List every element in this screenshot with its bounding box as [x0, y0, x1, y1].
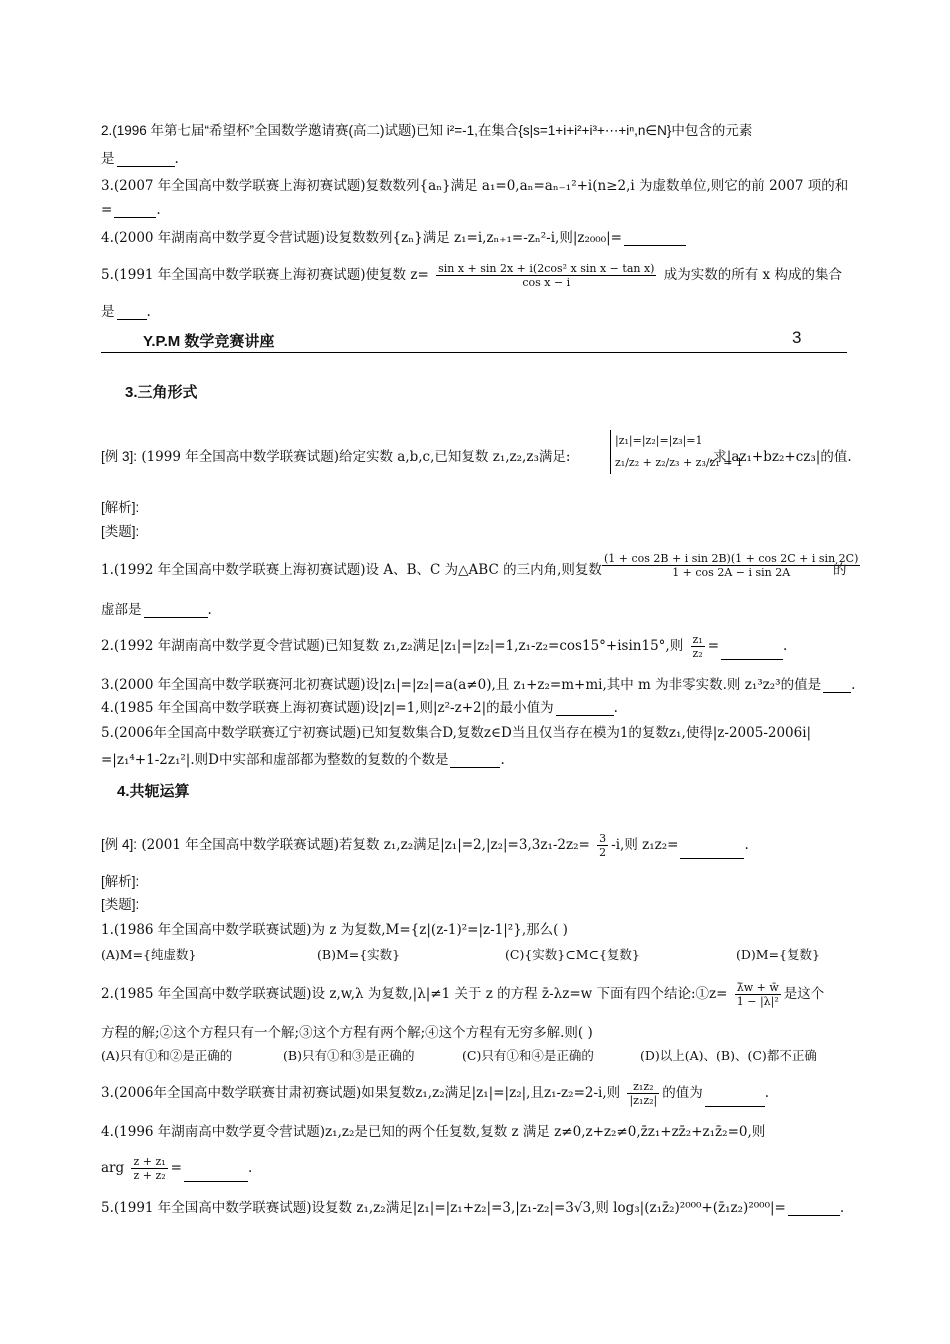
- ex4-denominator: 2: [599, 846, 607, 859]
- page-header-title: Y.P.M 数学竞赛讲座: [143, 333, 275, 350]
- q5-cont: 是: [101, 304, 115, 320]
- q5-text: 5.(1991 年全国高中数学联赛上海初赛试题)使复数 z=: [101, 267, 429, 283]
- example-label: [例 3]:: [101, 449, 138, 464]
- s4-q2-option-d[interactable]: (D)以上(A)、(B)、(C)都不正确: [640, 1048, 817, 1063]
- s3-q1-line2: 虚部是 .: [101, 602, 212, 618]
- section-title: 4.共轭运算: [117, 783, 190, 800]
- s4-q1-option-c[interactable]: (C){实数}⊂M⊂{复数}: [505, 947, 640, 962]
- related-label: [类题]:: [101, 897, 140, 912]
- s3-q3-text: 3.(2000 年全国高中数学联赛河北初赛试题)设|z₁|=|z₂|=a(a≠0),且 z₁+z₂=m+mi,其中 m 为非零实数.则 z₁³z₂³的值是: [101, 677, 822, 693]
- s3-q4: 4.(1985 年全国高中数学联赛上海初赛试题)设|z|=1,则|z²-z+2|的最小值为 .: [101, 700, 618, 716]
- q2-line2: 是 .: [101, 151, 179, 167]
- s4-q1-option-a[interactable]: (A)M={纯虚数}: [101, 947, 197, 962]
- s3-q5-cont: =|z₁⁴+1-2z₁²|.则D中实部和虚部都为整数的复数的个数是: [101, 752, 449, 768]
- q5-fraction: [436, 262, 656, 289]
- s3-q2-fraction: [691, 633, 705, 660]
- s3-q1-fraction: [602, 552, 860, 579]
- s4-q3-fraction: [627, 1080, 659, 1107]
- example-text: (2001 年全国高中数学联赛试题)若复数 z₁,z₂满足|z₁|=2,|z₂|=3,3z₁-2z₂=: [141, 837, 590, 853]
- s4-q3-numerator: z₁z₂: [627, 1080, 659, 1094]
- s3-q5-line2: =|z₁⁴+1-2z₁²|.则D中实部和虚部都为整数的复数的个数是 .: [101, 752, 505, 768]
- answer-blank[interactable]: [823, 691, 851, 693]
- q3-line1: [101, 174, 848, 194]
- s3-q1-tail: 的: [833, 562, 847, 578]
- s4-q4-tail: =: [170, 1160, 182, 1176]
- s3-q3: 3.(2000 年全国高中数学联赛河北初赛试题)设|z₁|=|z₂|=a(a≠0),且 z₁+z₂=m+mi,其中 m 为非零实数.则 z₁³z₂³的值是 .: [101, 677, 856, 693]
- page-number: 3: [792, 328, 802, 347]
- q3-text: 3.(2007 年全国高中数学联赛上海初赛试题)复数数列{aₙ}满足 a₁=0,aₙ=aₙ₋₁²+i(n≥2,i 为虚数单位,则它的前 2007 项的和: [101, 178, 849, 194]
- answer-blank[interactable]: [556, 714, 614, 716]
- example-3: [101, 445, 570, 465]
- s4-q4-line2: arg $\frac{\text{z + z₁}}{\text{z + z₂}}$ = .: [101, 1155, 253, 1182]
- analysis-label: [解析]:: [101, 500, 140, 515]
- q5-denominator: cos x − i: [522, 276, 571, 289]
- s4-q5: 5.(1991 年全国高中数学联赛试题)设复数 z₁,z₂满足|z₁|=|z₁+z₂|=3,|z₁-z₂|=3√3,则 log₃|(z₁z̄₂)²⁰⁰⁰+(z̄₁z₂)²⁰⁰⁰|= .: [101, 1200, 845, 1216]
- answer-blank[interactable]: [680, 857, 744, 859]
- ex4-numerator: 3: [599, 832, 607, 845]
- s4-q4-denominator: z + z₂: [133, 1169, 166, 1182]
- s3-q1-numerator: (1 + cos 2B + i sin 2B)(1 + cos 2C + i sin 2C): [604, 552, 859, 565]
- s3-q5-line1: [101, 721, 811, 741]
- s4-q2-denominator: 1 − |λ|²: [736, 995, 779, 1008]
- s3-q1-text: 1.(1992 年全国高中数学联赛上海初赛试题)设 A、B、C 为△ABC 的三内角,则复数: [101, 562, 602, 578]
- s4-q4-line1: 4.(1996 年湖南高中数学夏令营试题)z₁,z₂是已知的两个任复数,复数 z 满足 z≠0,z+z₂≠0,z̄z₁+zz̄₂+z₁z̄₂=0,则: [101, 1124, 766, 1140]
- ex3-eq1: |z₁|=|z₂|=|z₃|=1: [615, 434, 703, 447]
- s3-q4-text: 4.(1985 年全国高中数学联赛上海初赛试题)设|z|=1,则|z²-z+2|的最小值为: [101, 700, 554, 716]
- s3-q1-cont: 虚部是: [101, 602, 142, 618]
- q5-numerator: sin x + sin 2x + i(2cos² x sin x − tan x): [438, 262, 655, 275]
- ex4-fraction: [597, 832, 608, 859]
- q5-line1: [101, 262, 842, 289]
- q3-line2: = .: [101, 202, 161, 218]
- header-rule: [101, 352, 847, 353]
- s4-q3-tail: 的值为: [662, 1085, 703, 1101]
- s4-q2-option-a[interactable]: (A)只有①和②是正确的: [101, 1048, 233, 1063]
- s4-q2-line1: [101, 981, 824, 1008]
- analysis-label: [解析]:: [101, 874, 140, 889]
- answer-blank[interactable]: [184, 1180, 248, 1182]
- q4-text: 4.(2000 年湖南高中数学夏令营试题)设复数数列{zₙ}满足 z₁=i,zₙ₊₁=-zₙ²-i,则|z₂₀₀₀|=: [101, 230, 622, 246]
- s4-q1: 1.(1986 年全国高中数学联赛试题)为 z 为复数,M={z|(z-1)²=|z-1|²},那么( ): [101, 922, 568, 938]
- related-label: [类题]:: [101, 524, 140, 539]
- s3-q2-numerator: z₁: [692, 633, 703, 646]
- s4-q2-fraction: [735, 981, 781, 1008]
- s3-q2: 2.(1992 年湖南高中数学夏令营试题)已知复数 z₁,z₂满足|z₁|=|z₂|=1,z₁-z₂=cos15°+isin15°,则 $\frac{\text{z₁}}{\text{z₂}}$ = .: [101, 633, 788, 660]
- s4-q4-fraction: [131, 1155, 167, 1182]
- s3-q1-line1: [101, 558, 602, 578]
- s4-q1-option-d[interactable]: (D)M={复数}: [736, 947, 820, 962]
- section-title: 3.三角形式: [125, 384, 198, 401]
- s3-q2-text: 2.(1992 年湖南高中数学夏令营试题)已知复数 z₁,z₂满足|z₁|=|z₂|=1,z₁-z₂=cos15°+isin15°,则: [101, 638, 684, 654]
- s4-q2-numerator: λ̄w + w̄: [736, 981, 779, 994]
- q2-text: 2.(1996 年第七届“希望杯”全国数学邀请赛(高二)试题)已知 i²=-1,在集合{s|s=1+i+i²+i³+⋯+iⁿ,n∈N}中包含的元素: [101, 123, 753, 138]
- s4-q2-text: 2.(1985 年全国高中数学联赛试题)设 z,w,λ 为复数,|λ|≠1 关于 z 的方程 z̄-λz=w 下面有四个结论:①z=: [101, 986, 728, 1002]
- answer-blank[interactable]: [117, 165, 175, 167]
- example-label: [例 4]:: [101, 837, 138, 852]
- q4-line: [101, 226, 686, 246]
- q2-line1: [101, 119, 752, 139]
- s4-q4-arg: arg: [101, 1160, 125, 1176]
- answer-blank[interactable]: [788, 1214, 840, 1216]
- s4-q2-line2: 方程的解;②这个方程只有一个解;③这个方程有两个解;④这个方程有无穷多解.则( ): [101, 1025, 593, 1041]
- s4-q2-option-c[interactable]: (C)只有①和④是正确的: [462, 1048, 594, 1063]
- answer-blank[interactable]: [705, 1105, 765, 1107]
- answer-blank[interactable]: [114, 216, 156, 218]
- s4-q4-numerator: z + z₁: [133, 1155, 166, 1168]
- answer-blank[interactable]: [117, 318, 147, 320]
- q3-cont: =: [101, 202, 113, 218]
- s4-q3-text: 3.(2006年全国高中数学联赛甘肃初赛试题)如果复数z₁,z₂满足|z₁|=|z₂|,且z₁-z₂=2-i,则: [101, 1085, 621, 1101]
- answer-blank[interactable]: [721, 658, 783, 660]
- s4-q3: 3.(2006年全国高中数学联赛甘肃初赛试题)如果复数z₁,z₂满足|z₁|=|z₂|,且z₁-z₂=2-i,则 $\frac{\text{z₁z₂}}{\text{|z₁z₂|}}$ 的值为 .: [101, 1080, 770, 1107]
- s4-q2-tail: 是这个: [783, 986, 825, 1002]
- q5-line2: 是 .: [101, 304, 151, 320]
- ex3-eq2: z₁/z₂ + z₂/z₃ + z₃/z₁ = 1: [615, 456, 743, 469]
- s4-q1-option-b[interactable]: (B)M={实数}: [317, 947, 401, 962]
- example-text: (1999 年全国高中数学联赛试题)给定实数 a,b,c,已知复数 z₁,z₂,z₃满足:: [141, 449, 571, 465]
- s4-q5-text: 5.(1991 年全国高中数学联赛试题)设复数 z₁,z₂满足|z₁|=|z₁+z₂|=3,|z₁-z₂|=3√3,则 log₃|(z₁z̄₂)²⁰⁰⁰+(z̄₁z₂)²⁰⁰⁰|=: [101, 1200, 786, 1216]
- ex4-tail: -i,则 z₁z₂=: [611, 837, 679, 853]
- s3-q2-denominator: z₂: [692, 647, 703, 660]
- example-4: [例 4]: (2001 年全国高中数学联赛试题)若复数 z₁,z₂满足|z₁|=2,|z₂|=3,3z₁-2z₂= $\frac{3}{2}$ -i,则 z₁z₂= .: [101, 832, 749, 859]
- s4-q3-denominator: |z₁z₂|: [629, 1094, 658, 1107]
- ex3-tail: ,求|az₁+bz₂+cz₃|的值.: [709, 449, 852, 465]
- s3-q5-text: 5.(2006年全国高中数学联赛辽宁初赛试题)已知复数集合D,复数z∈D当且仅当存在模为1的复数z₁,使得|z-2005-2006i|: [101, 725, 812, 741]
- answer-blank[interactable]: [450, 766, 500, 768]
- q5-text-tail: 成为实数的所有 x 构成的集合: [663, 267, 842, 283]
- s4-q2-option-b[interactable]: (B)只有①和③是正确的: [283, 1048, 415, 1063]
- q2-cont: 是: [101, 151, 115, 167]
- s3-q1-denominator: 1 + cos 2A − i sin 2A: [672, 566, 791, 579]
- answer-blank[interactable]: [624, 244, 686, 246]
- answer-blank[interactable]: [144, 616, 208, 618]
